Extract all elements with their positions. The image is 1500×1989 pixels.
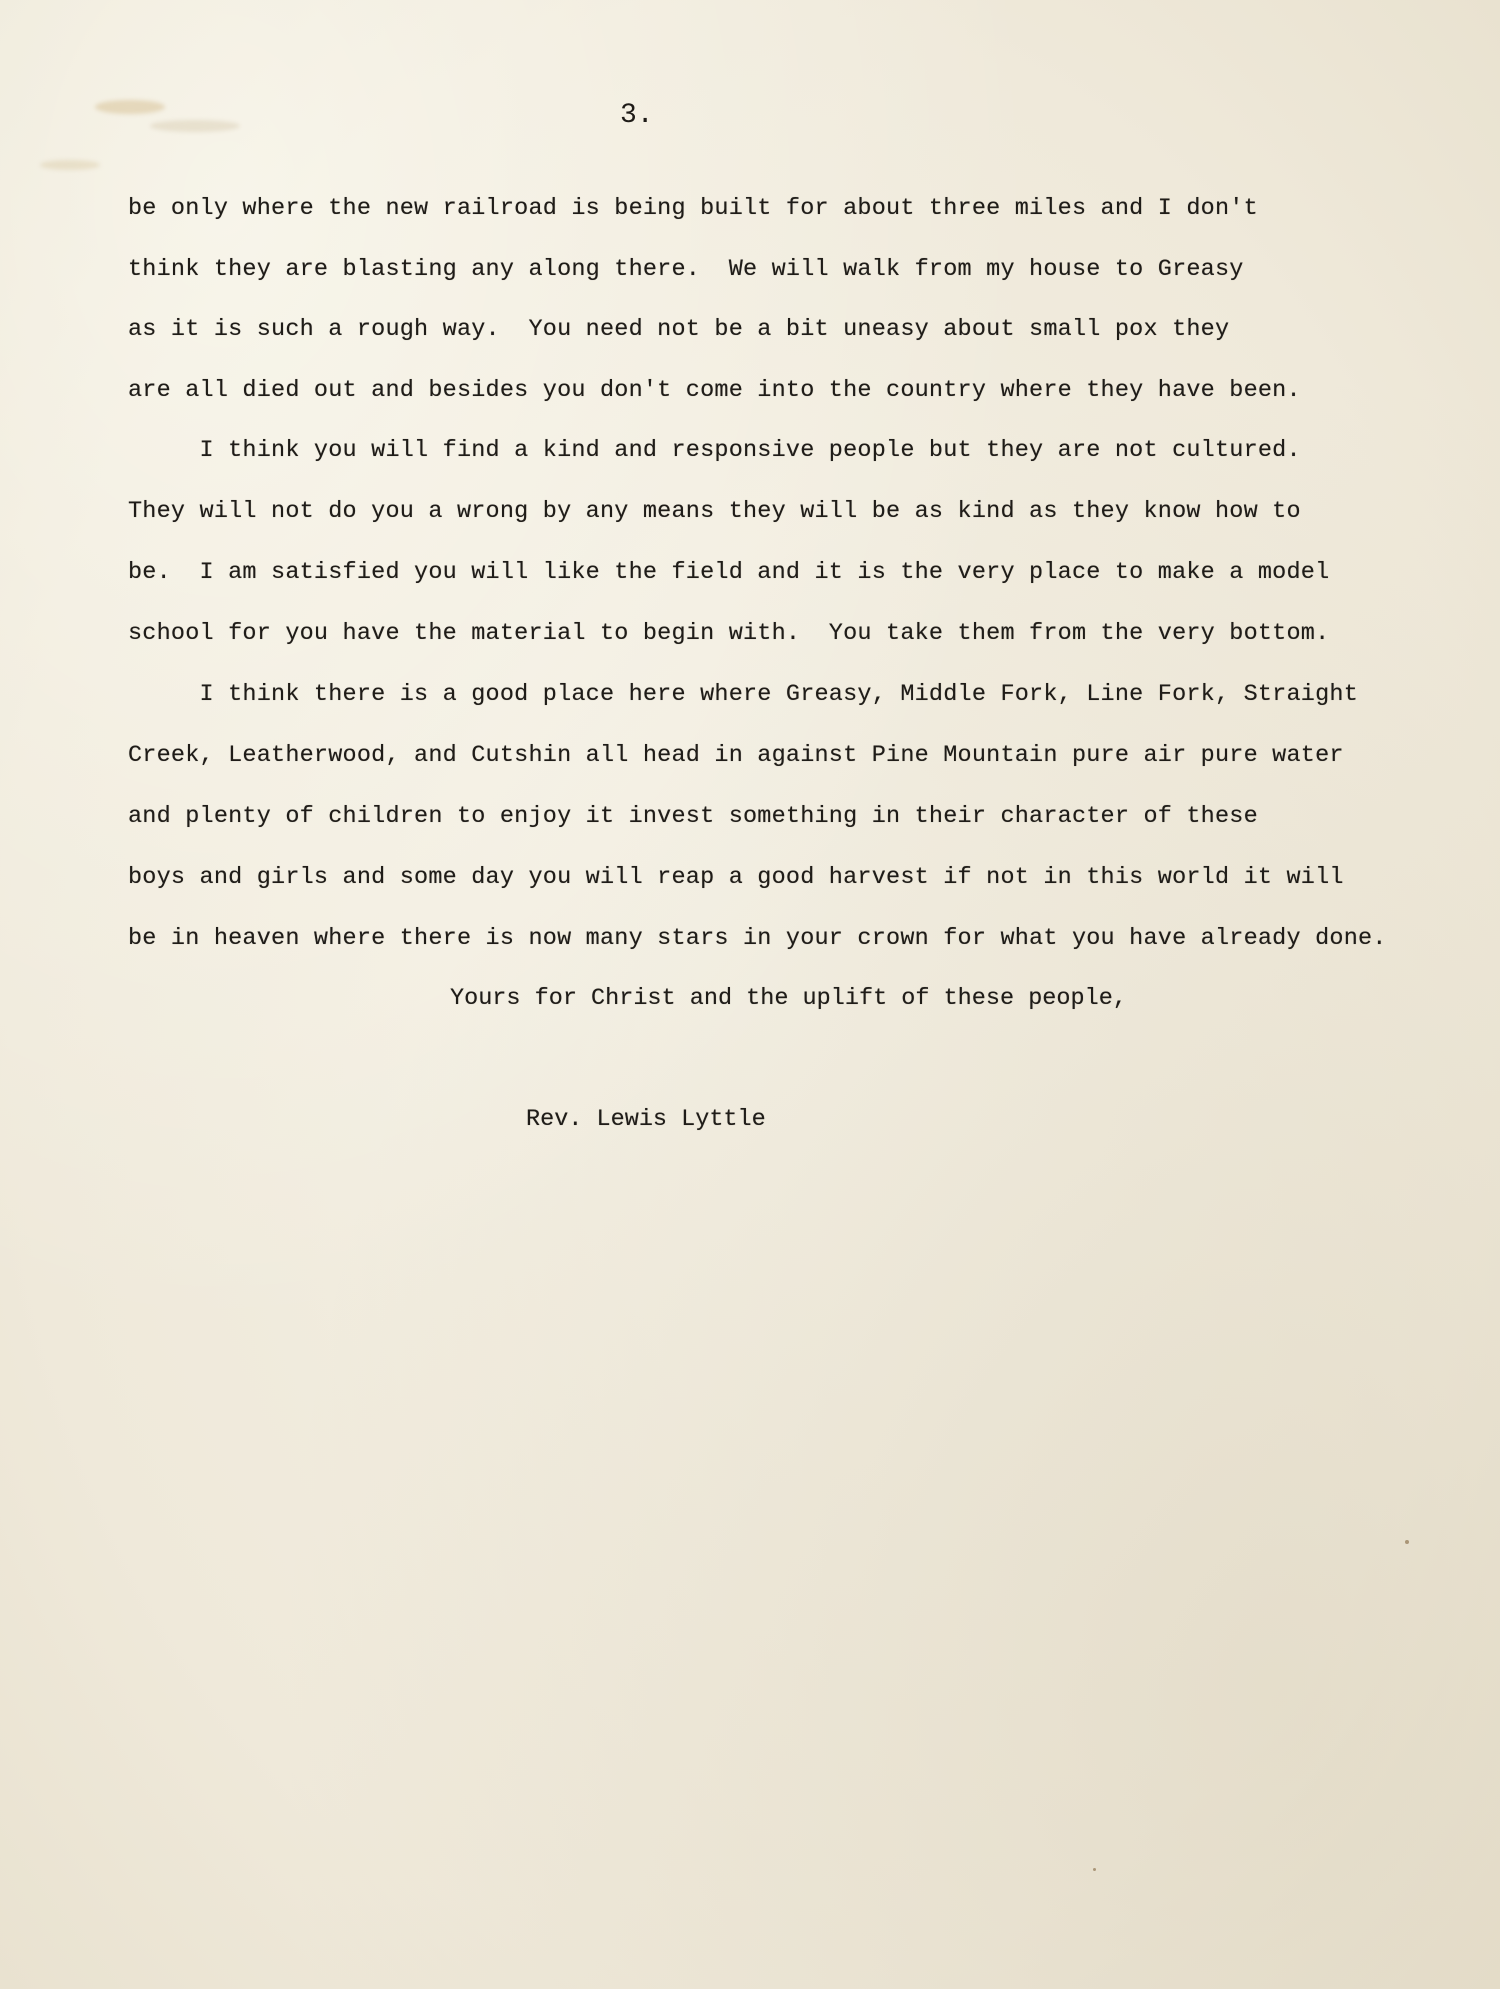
body-line: school for you have the material to begin with. You take them from the very bottom.	[128, 620, 1330, 647]
body-line: I think you will find a kind and responsive people but they are not cultured.	[128, 437, 1301, 464]
paper-speck	[1405, 1540, 1409, 1544]
body-line: be. I am satisfied you will like the field and it is the very place to make a model	[128, 559, 1330, 586]
body-line: are all died out and besides you don't come into the country where they have been.	[128, 377, 1301, 404]
body-line: and plenty of children to enjoy it invest something in their character of these	[128, 803, 1258, 830]
body-line: as it is such a rough way. You need not be a bit uneasy about small pox they	[128, 316, 1230, 343]
body-line: be only where the new railroad is being built for about three miles and I don't	[128, 195, 1258, 222]
body-line: boys and girls and some day you will reap a good harvest if not in this world it will	[128, 864, 1344, 891]
paper-stain	[40, 160, 100, 170]
paper-stain	[150, 120, 240, 132]
body-line: Creek, Leatherwood, and Cutshin all head in against Pine Mountain pure air pure water	[128, 742, 1344, 769]
body-line: be in heaven where there is now many stars in your crown for what you have already done.	[128, 925, 1387, 952]
paper-speck	[1093, 1868, 1096, 1871]
body-line: They will not do you a wrong by any means they will be as kind as they know how to	[128, 498, 1301, 525]
signature-line: Rev. Lewis Lyttle	[526, 1106, 766, 1133]
paper-stain	[95, 100, 165, 114]
page-number: 3.	[620, 100, 654, 131]
closing-line: Yours for Christ and the uplift of these people,	[450, 985, 1127, 1012]
body-line: think they are blasting any along there. We will walk from my house to Greasy	[128, 256, 1244, 283]
body-line: I think there is a good place here where Greasy, Middle Fork, Line Fork, Straight	[128, 681, 1358, 708]
